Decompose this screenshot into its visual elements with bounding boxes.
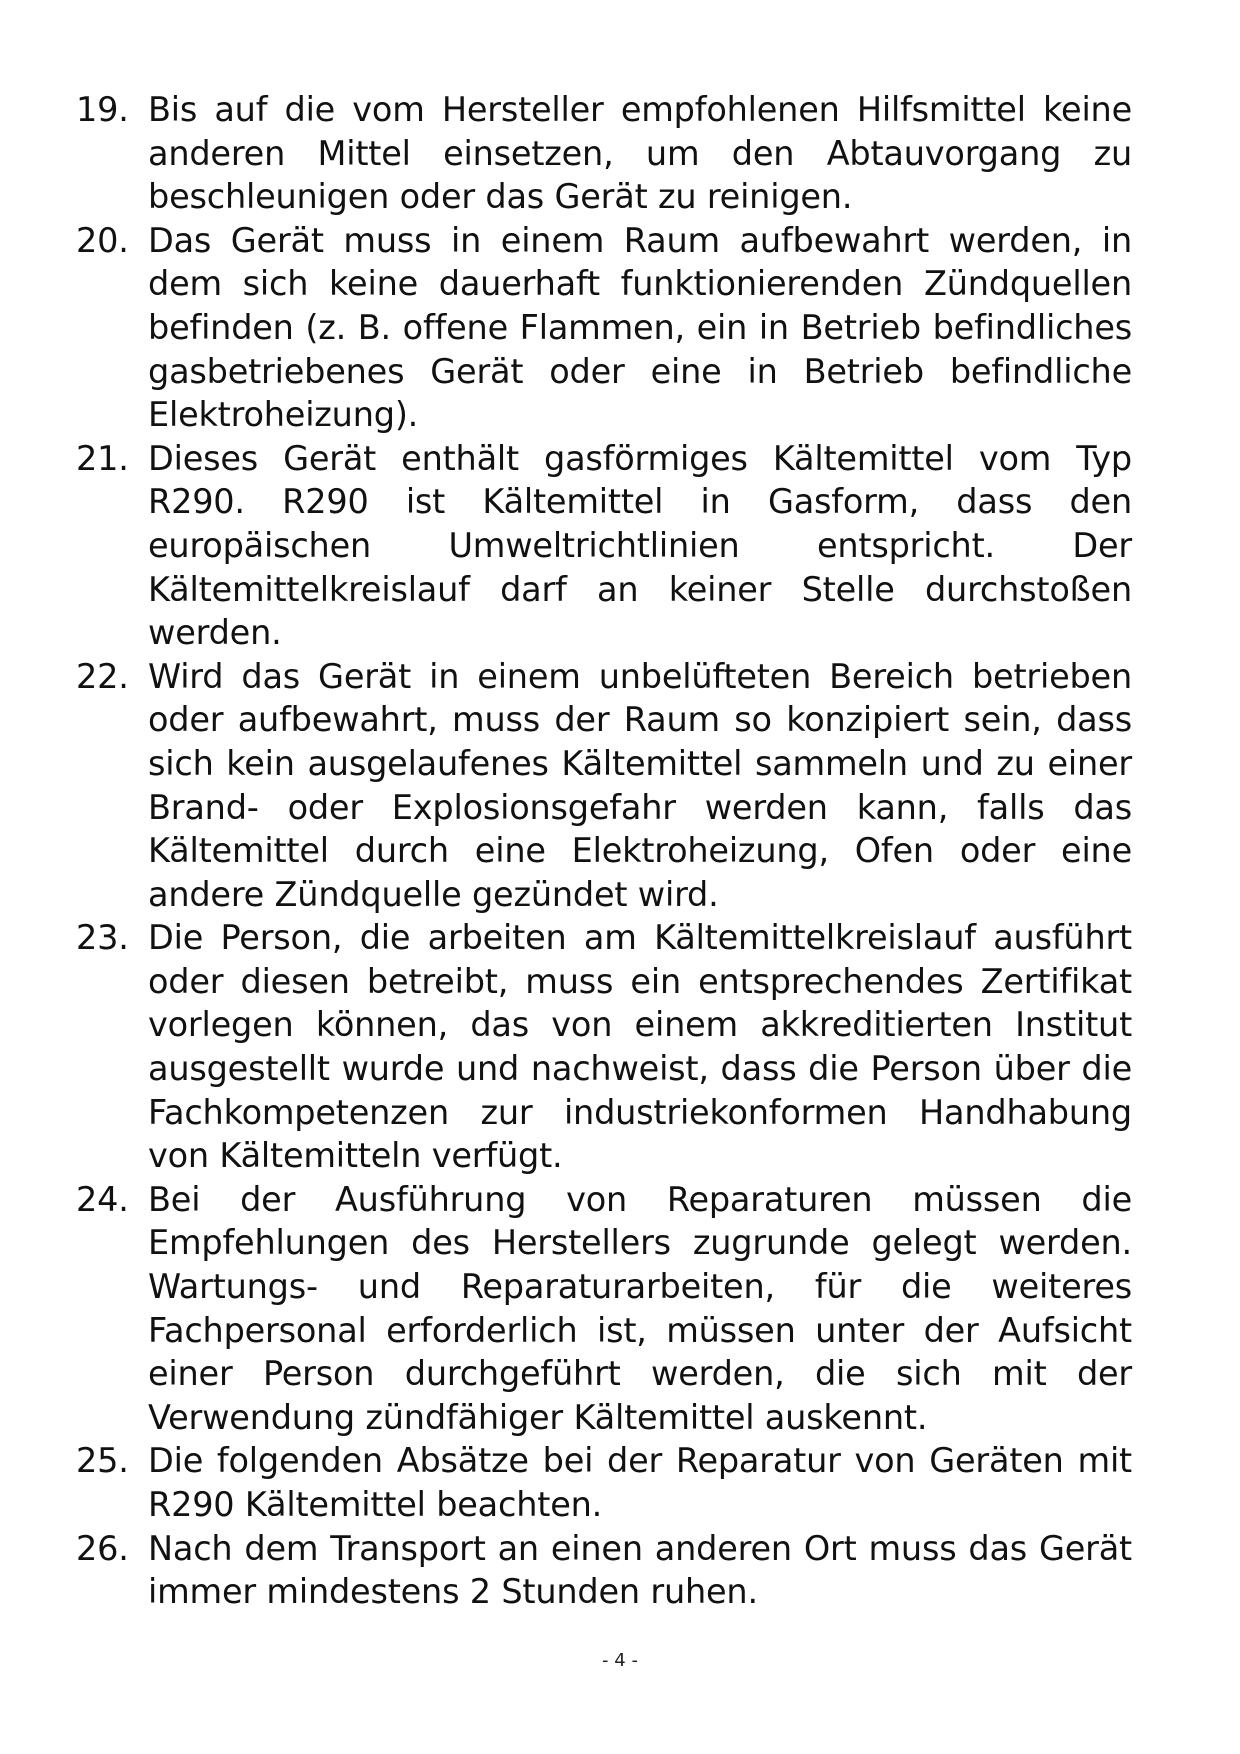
item-text: Die Person, die arbeiten am Kältemittelkreislauf ausführt oder diesen betreibt, muss ein entsprechendes Zertifikat vorlegen können, das von einem akkreditierten Institut ausgestellt wurde und nachweist, dass die Person über die Fachkompetenzen zur industriekonformen Handhabung von Kältemitteln verfügt.: [148, 918, 1132, 1176]
list-item: [76, 219, 1132, 437]
item-text: Bis auf die vom Hersteller empfohlenen Hilfsmittel keine anderen Mittel einsetzen, um den Abtauvorgang zu beschleunigen oder das Gerät zu reinigen.: [148, 90, 1132, 217]
list-item: [76, 916, 1132, 1178]
item-text: Das Gerät muss in einem Raum aufbewahrt werden, in dem sich keine dauerhaft funktionierenden Zündquellen befinden (z. B. offene Flammen, ein in Betrieb befindliches gasbetriebenes Gerät oder eine in Betrieb befindliche Elektroheizung).: [148, 220, 1132, 435]
list-item: [76, 1527, 1132, 1614]
item-text: Bei der Ausführung von Reparaturen müssen die Empfehlungen des Herstellers zugrunde gelegt werden. Wartungs- und Reparaturarbeiten, für die weiteres Fachpersonal erforderlich ist, müssen unter der Aufsicht einer Person durchgeführt werden, die sich mit der Verwendung zündfähiger Kältemittel auskennt.: [148, 1179, 1132, 1437]
item-number: 26.: [76, 1528, 129, 1568]
item-text: Wird das Gerät in einem unbelüfteten Bereich betrieben oder aufbewahrt, muss der Raum so konzipiert sein, dass sich kein ausgelaufenes Kältemittel sammeln und zu einer Brand- oder Explosionsgefahr werden kann, falls das Kältemittel durch eine Elektroheizung, Ofen oder eine andere Zündquelle gezündet wird.: [148, 656, 1132, 914]
item-text: Die folgenden Absätze bei der Reparatur von Geräten mit R290 Kältemittel beachten.: [148, 1441, 1132, 1524]
item-text: Dieses Gerät enthält gasförmiges Kältemittel vom Typ R290. R290 ist Kältemittel in Gasform, dass den europäischen Umweltrichtlinien entspricht. Der Kältemittelkreislauf darf an keiner Stelle durchstoßen werden.: [148, 438, 1132, 653]
list-item: [76, 437, 1132, 655]
item-number: 23.: [76, 918, 129, 958]
item-number: 24.: [76, 1179, 129, 1219]
item-number: 25.: [76, 1441, 129, 1481]
item-number: 21.: [76, 438, 129, 478]
list-item: [76, 655, 1132, 917]
list-item: [76, 1439, 1132, 1526]
item-text: Nach dem Transport an einen anderen Ort muss das Gerät immer mindestens 2 Stunden ruhen.: [148, 1528, 1132, 1612]
list-item: [76, 88, 1132, 219]
page-number: - 4 -: [602, 1650, 638, 1671]
item-number: 22.: [76, 656, 129, 696]
safety-instructions-list: [76, 88, 1132, 1614]
item-number: 19.: [76, 90, 129, 129]
item-number: 20.: [76, 220, 129, 260]
list-item: [76, 1178, 1132, 1440]
